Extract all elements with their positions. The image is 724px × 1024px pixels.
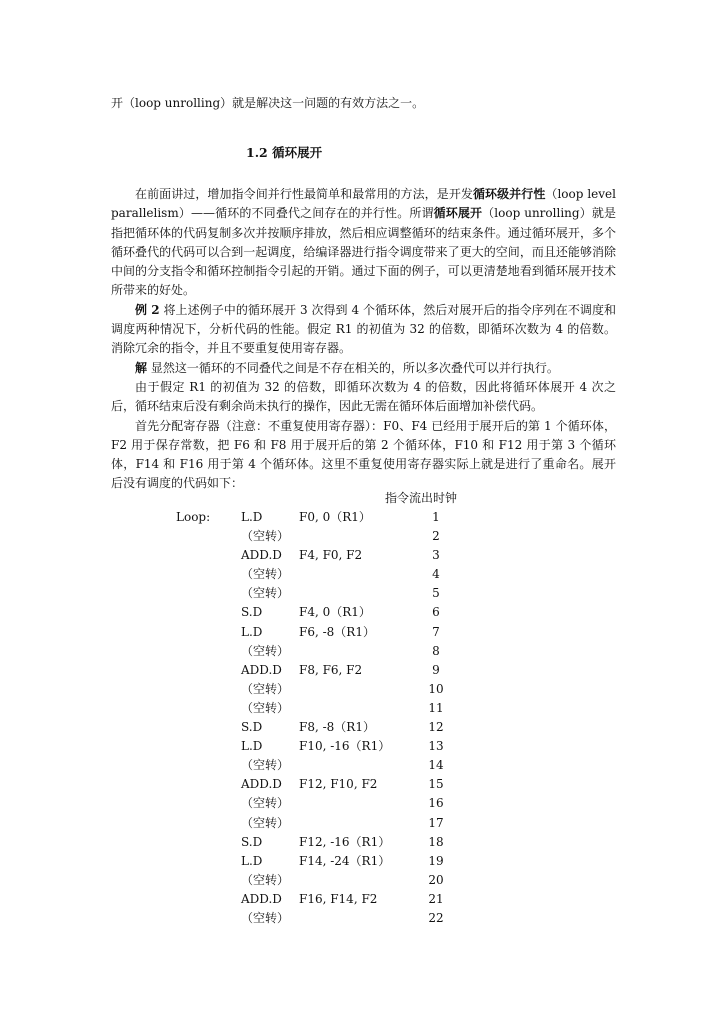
instruction-opcode: （空转） — [241, 910, 290, 925]
issue-clock: 8 — [432, 643, 440, 658]
example-label: 例 2 — [135, 302, 160, 317]
paragraph-example — [111, 301, 616, 359]
instruction-opcode: ADD.D — [241, 548, 282, 563]
loop-label — [176, 775, 241, 794]
loop-label — [176, 890, 241, 909]
instruction-opcode: ADD.D — [241, 777, 282, 792]
issue-clock: 7 — [432, 624, 440, 639]
instruction-opcode: （空转） — [241, 529, 290, 544]
instruction-opcode: L.D — [241, 853, 263, 868]
issue-clock: 14 — [428, 758, 444, 773]
unrolled-code-table — [176, 508, 461, 928]
instruction-operands: F12, F10, F2 — [299, 777, 378, 792]
loop-label — [176, 756, 241, 775]
loop-label — [176, 737, 241, 756]
loop-label — [176, 699, 241, 718]
instruction-opcode: （空转） — [241, 567, 290, 582]
issue-clock: 3 — [432, 548, 440, 563]
term-loop-level-parallelism: 循环级并行性 — [472, 187, 546, 201]
instruction-operands: F10, -16（R1） — [299, 739, 391, 754]
code-row — [176, 737, 461, 756]
loop-label — [176, 661, 241, 680]
instruction-operands — [299, 584, 411, 603]
code-row — [176, 565, 461, 584]
loop-label: Loop: — [176, 510, 211, 524]
instruction-opcode: S.D — [241, 834, 263, 849]
solution-text: 显然这一循环的不同叠代之间是不存在相关的，所以多次叠代可以并行执行。 — [147, 360, 559, 375]
instruction-opcode: S.D — [241, 605, 263, 620]
code-row — [176, 794, 461, 813]
code-row — [176, 623, 461, 642]
code-row — [176, 852, 461, 871]
instruction-operands: F0, 0（R1） — [299, 510, 371, 524]
instruction-opcode: L.D — [241, 510, 263, 524]
example-text: 将上述例子中的循环展开 3 次得到 4 个循环体，然后对展开后的指令序列在不调度和调度两种情况下，分析代码的性能。假定 R1 的初值为 32 的倍数，即循环次数为 4 的倍数。消除冗余的指令，并且不要重复使用寄存器。 — [111, 302, 616, 356]
instruction-opcode: （空转） — [241, 758, 290, 773]
loop-label — [176, 833, 241, 852]
instruction-opcode: L.D — [241, 624, 263, 639]
loop-label — [176, 546, 241, 565]
loop-label — [176, 871, 241, 890]
issue-clock: 22 — [428, 910, 444, 925]
instruction-operands — [299, 680, 411, 699]
code-row — [176, 775, 461, 794]
instruction-opcode: L.D — [241, 739, 263, 754]
loop-label — [176, 642, 241, 661]
instruction-operands — [299, 794, 411, 813]
loop-label — [176, 814, 241, 833]
para1-text-1: 在前面讲过，增加指令间并行性最简单和最常用的方法，是开发 — [135, 187, 473, 201]
code-row — [176, 603, 461, 622]
loop-label — [176, 852, 241, 871]
issue-clock: 6 — [432, 605, 440, 620]
paragraph-assumption: 由于假定 R1 的初值为 32 的倍数，即循环次数为 4 的倍数，因此将循环体展开 4 次之后，循环结束后没有剩余尚未执行的操作，因此无需在循环体后面增加补偿代码。 — [111, 379, 616, 414]
code-row — [176, 642, 461, 661]
instruction-operands — [299, 642, 411, 661]
instruction-operands: F4, F0, F2 — [299, 548, 363, 563]
issue-clock: 18 — [428, 834, 444, 849]
instruction-operands — [299, 909, 411, 928]
instruction-opcode: S.D — [241, 720, 263, 735]
instruction-operands — [299, 814, 411, 833]
code-row — [176, 584, 461, 603]
loop-label — [176, 603, 241, 622]
issue-clock: 2 — [432, 529, 440, 544]
issue-clock: 1 — [432, 510, 440, 524]
paragraph-register-allocation: 首先分配寄存器（注意：不重复使用寄存器）：F0、F4 已经用于展开后的第 1 个循环体，F2 用于保存常数，把 F6 和 F8 用于展开后的第 2 个循环体，F10 和 F12 用于第 3 个循环体，F14 和 F16 用于第 4 个循环体。这里不重复使用寄存器实际上就是进行了重命名。展开后没有调度的代码如下： — [111, 418, 616, 491]
instruction-opcode: （空转） — [241, 700, 290, 715]
solution-label: 解 — [135, 360, 148, 375]
code-row — [176, 699, 461, 718]
issue-clock: 21 — [428, 891, 444, 906]
instruction-operands: F8, F6, F2 — [299, 662, 363, 677]
instruction-operands — [299, 527, 411, 546]
issue-clock: 10 — [428, 681, 444, 696]
issue-clock: 17 — [428, 815, 444, 830]
issue-clock: 19 — [428, 853, 444, 868]
loop-label — [176, 680, 241, 699]
instruction-opcode: ADD.D — [241, 891, 282, 906]
code-row — [176, 661, 461, 680]
instruction-operands: F14, -24（R1） — [299, 853, 391, 868]
instruction-opcode: ADD.D — [241, 662, 282, 677]
instruction-opcode: （空转） — [241, 815, 290, 830]
instruction-operands — [299, 756, 411, 775]
loop-label — [176, 584, 241, 603]
loop-label — [176, 623, 241, 642]
para1-text-2: （loop level parallelism）——循环的不同叠代之间存在的并行性。所谓 — [111, 187, 616, 221]
section-title: 1.2 循环展开 — [246, 145, 323, 160]
para1-text-3: （loop unrolling）就是指把循环体的代码复制多次并按顺序排放，然后相应调整循环的结束条件。通过循环展开，多个循环叠代的代码可以合到一起调度，给编译器进行指令调度带来了更大的空间，而且还能够消除中间的分支指令和循环控制指令引起的开销。通过下面的例子，可以更清楚地看到循环展开技术所带来的好处。 — [111, 206, 616, 298]
code-row — [176, 527, 461, 546]
issue-clock: 20 — [428, 872, 444, 887]
issue-clock: 11 — [428, 700, 444, 715]
paragraph-solution — [111, 359, 616, 378]
instruction-opcode: （空转） — [241, 681, 290, 696]
code-row — [176, 871, 461, 890]
instruction-operands — [299, 565, 411, 584]
code-row — [176, 833, 461, 852]
instruction-opcode: （空转） — [241, 872, 290, 887]
loop-label — [176, 565, 241, 584]
code-row — [176, 508, 461, 527]
instruction-opcode: （空转） — [241, 586, 290, 601]
code-row — [176, 756, 461, 775]
issue-clock: 5 — [432, 586, 440, 601]
loop-label — [176, 794, 241, 813]
code-row — [176, 546, 461, 565]
instruction-operands: F8, -8（R1） — [299, 720, 375, 735]
loop-label — [176, 527, 241, 546]
instruction-opcode: （空转） — [241, 643, 290, 658]
clock-column-header: 指令流出时钟 — [385, 491, 458, 505]
loop-label — [176, 909, 241, 928]
term-loop-unrolling: 循环展开 — [433, 206, 483, 221]
code-row — [176, 680, 461, 699]
body-text — [111, 185, 616, 494]
instruction-operands: F4, 0（R1） — [299, 605, 371, 620]
instruction-operands — [299, 871, 411, 890]
instruction-opcode: （空转） — [241, 796, 290, 811]
intro-line: 开（loop unrolling）就是解决这一问题的有效方法之一。 — [111, 96, 425, 110]
issue-clock: 13 — [428, 739, 444, 754]
code-row — [176, 909, 461, 928]
code-row — [176, 890, 461, 909]
instruction-operands — [299, 699, 411, 718]
issue-clock: 9 — [432, 662, 440, 677]
instruction-operands: F16, F14, F2 — [299, 891, 378, 906]
code-row — [176, 814, 461, 833]
instruction-operands: F12, -16（R1） — [299, 834, 391, 849]
issue-clock: 4 — [432, 567, 440, 582]
issue-clock: 12 — [428, 720, 444, 735]
issue-clock: 15 — [428, 777, 444, 792]
code-row — [176, 718, 461, 737]
paragraph-loop-unrolling-intro — [111, 185, 616, 301]
loop-label — [176, 718, 241, 737]
instruction-operands: F6, -8（R1） — [299, 624, 375, 639]
issue-clock: 16 — [428, 796, 444, 811]
